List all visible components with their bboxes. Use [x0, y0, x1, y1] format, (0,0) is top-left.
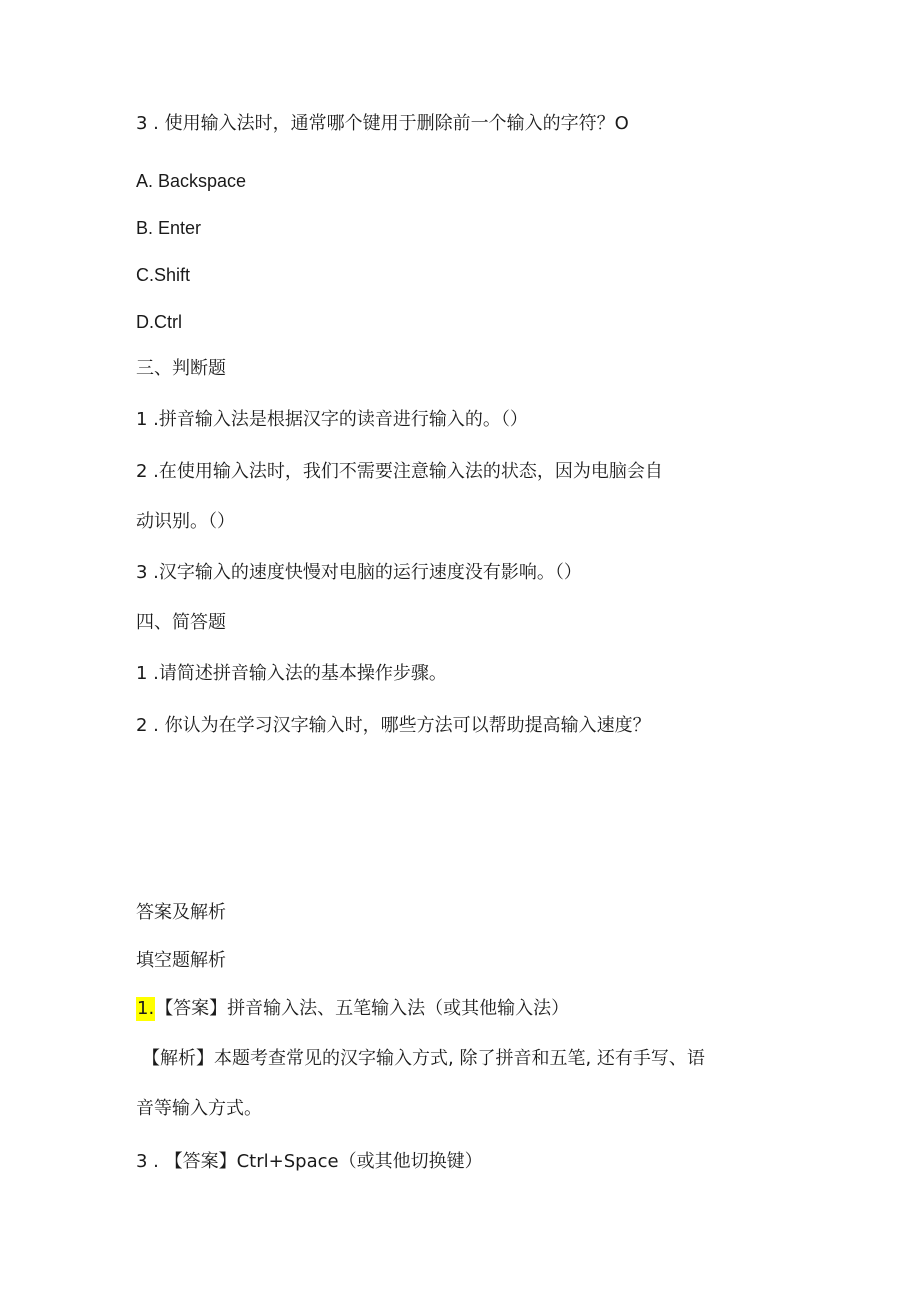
question-3-option-b: B. Enter — [136, 218, 202, 238]
answer-1-explanation-line-2: 音等输入方式。 — [136, 1098, 262, 1119]
short-item-1: 1 .请简述拼音输入法的基本操作步骤。 — [136, 663, 447, 684]
judge-item-2-continued: 动识别。（） — [136, 511, 235, 532]
answers-title: 答案及解析 — [136, 902, 226, 923]
question-3-option-c: C.Shift — [136, 265, 191, 285]
judge-item-3: 3 .汉字输入的速度快慢对电脑的运行速度没有影响。（） — [136, 562, 582, 583]
question-3-option-a: A. Backspace — [136, 171, 247, 191]
short-item-2: 2 . 你认为在学习汉字输入时，哪些方法可以帮助提高输入速度？ — [136, 715, 651, 736]
answer-3: 3 . 【答案】Ctrl+Space（或其他切换键） — [136, 1151, 483, 1172]
question-3-option-d: D.Ctrl — [136, 312, 182, 332]
judge-item-2: 2 .在使用输入法时，我们不需要注意输入法的状态，因为电脑会自 — [136, 461, 663, 482]
question-3-stem: 3 . 使用输入法时，通常哪个键用于删除前一个输入的字符？O — [136, 113, 629, 134]
answer-1 — [136, 997, 569, 1021]
answer-1-explanation-line-1: 【解析】本题考查常见的汉字输入方式, 除了拼音和五笔, 还有手写、语 — [142, 1048, 705, 1069]
answer-1-text: 【答案】拼音输入法、五笔输入法（或其他输入法） — [155, 998, 570, 1019]
judge-item-1: 1 .拼音输入法是根据汉字的读音进行输入的。（） — [136, 409, 528, 430]
section-judge-title: 三、判断题 — [136, 358, 226, 379]
fill-blank-analysis-title: 填空题解析 — [136, 950, 226, 971]
answer-1-number-highlight: 1. — [137, 998, 155, 1019]
section-short-title: 四、简答题 — [136, 612, 226, 633]
